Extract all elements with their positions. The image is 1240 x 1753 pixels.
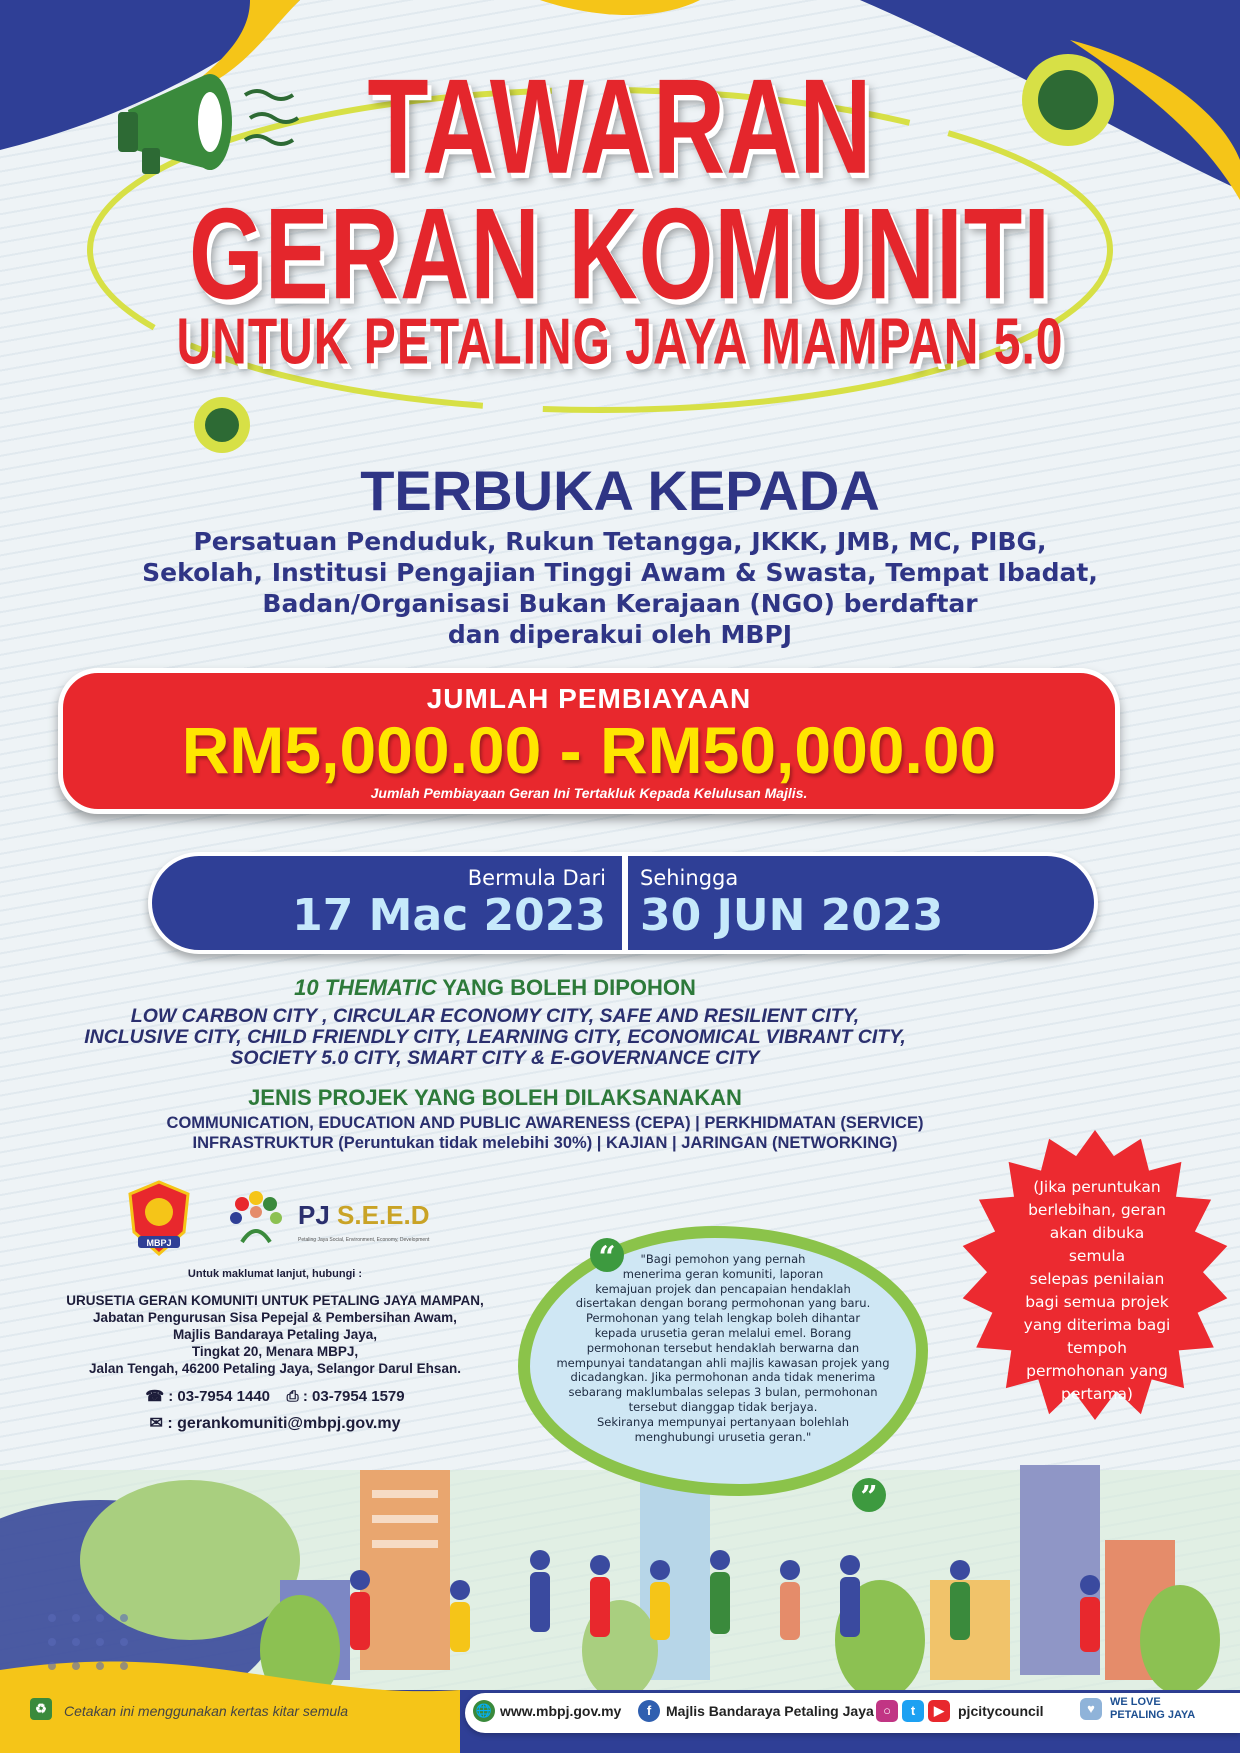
funding-label: JUMLAH PEMBIAYAAN [426,683,752,714]
email-address[interactable]: : gerankomuniti@mbpj.gov.my [167,1415,401,1432]
thematic-heading-em: 10 THEMATIC [294,975,437,1000]
we-love-pj-logo [1110,1696,1195,1722]
eligibility-line: Persatuan Penduduk, Rukun Tetangga, JKKK, JMB, MC, PIBG, [193,527,1047,556]
end-date-value: 30 JUN 2023 [640,890,944,941]
funding-box [58,668,1120,814]
seed-logo-text [298,1200,430,1231]
email-icon: ✉ [149,1415,163,1432]
start-date-block [152,856,628,950]
contact-email-row [40,1413,510,1433]
address-line: Tingkat 20, Menara MBPJ, [191,1344,359,1359]
we-love-line-2: PETALING JAYA [1110,1709,1196,1721]
fax-number: : 03-7954 1579 [302,1388,405,1405]
burst-line: akan dibuka semula [1049,1224,1145,1265]
youtube-icon[interactable]: ▶ [928,1700,950,1722]
bubble-line: sebarang maklumbalas selepas 3 bulan, permohonan [568,1385,878,1400]
thematic-line: INCLUSIVE CITY, CHILD FRIENDLY CITY, LEARNING CITY, ECONOMICAL VIBRANT CITY, [84,1026,906,1048]
bubble-line: permohonan tersebut hendaklah berwarna dan [586,1340,860,1355]
address-line: URUSETIA GERAN KOMUNITI UNTUK PETALING JAYA MAMPAN, [66,1293,484,1308]
bubble-line: disertakan dengan borang permohonan yang baru. [575,1296,871,1311]
eligibility-line: dan diperakui oleh MBPJ [447,620,793,649]
recycle-icon: ♻ [30,1698,52,1720]
address-line: Jabatan Pengurusan Sisa Pepejal & Pembersihan Awam, [93,1310,457,1325]
bubble-line: kemajuan projek dan pencapaian hendaklah [595,1281,851,1296]
headline-line-3: UNTUK PETALING JAYA MAMPAN 5.0 [176,306,1064,379]
burst-line: selepas penilaian [1029,1270,1165,1288]
bubble-line: menerima geran komuniti, laporan [622,1266,824,1281]
ring-left-inner [205,408,239,442]
burst-line: pertama) [1061,1385,1133,1403]
address-line: Jalan Tengah, 46200 Petaling Jaya, Selangor Darul Ehsan. [89,1361,461,1376]
contact-intro: Untuk maklumat lanjut, hubungi : [187,1268,363,1280]
end-date-label: Sehingga [640,866,739,890]
bubble-line: kepada urusetia geran melalui emel. Borang [594,1325,852,1340]
burst-line: (Jika peruntukan [1033,1178,1161,1196]
seed-logo-name: S.E.E.D [337,1200,430,1230]
contact-phone-row [40,1387,510,1405]
funding-note: Jumlah Pembiayaan Geran Ini Tertakluk Kepada Kelulusan Majlis. [370,785,808,801]
projects-line: INFRASTRUKTUR (Peruntukan tidak melebihi 30%) | KAJIAN | JARINGAN (NETWORKING) [192,1134,898,1152]
mbpj-logo [126,1180,192,1256]
burst-line: permohonan yang [1026,1362,1168,1380]
funding-amount: RM5,000.00 - RM50,000.00 [181,713,997,787]
phone-icon: ☎ [145,1388,165,1405]
seed-logo-subtitle: Petaling Jaya Social, Environment, Economy, Development [298,1237,430,1243]
burst-line: bagi semua projek [1025,1293,1169,1311]
projects-heading: JENIS PROJEK YANG BOLEH DILAKSANAKAN [248,1085,742,1110]
end-date-block [628,856,1094,950]
top-center-accent [540,0,700,15]
social-handle[interactable]: pjcitycouncil [958,1703,1044,1719]
bubble-line: menghubungi urusetia geran." [634,1429,812,1444]
bubble-line: Sekiranya mempunyai pertanyaan bolehlah [596,1414,850,1429]
start-date-value: 17 Mac 2023 [292,890,606,941]
seed-tree-logo [222,1190,288,1250]
burst-line: tempoh [1067,1339,1127,1357]
bubble-line: Permohonan yang telah lengkap boleh dihantar [585,1311,861,1326]
quote-open-icon: “ [590,1238,624,1272]
projects-list [0,1113,1090,1153]
twitter-icon[interactable]: t [902,1700,924,1722]
starburst-text [1022,1176,1172,1406]
bubble-line: tersebut dianggap tidak berjaya. [628,1399,818,1414]
phone-number[interactable]: : 03-7954 1440 [168,1388,270,1405]
headline-line-1: TAWARAN [367,51,873,203]
thematic-heading [0,975,990,1001]
burst-line: berlebihan, geran [1028,1201,1166,1219]
eligibility-line: Sekolah, Institusi Pengajian Tinggi Awam & Swasta, Tempat Ibadat, [142,558,1098,587]
burst-line: yang diterima bagi [1023,1316,1171,1334]
contact-block [40,1268,510,1433]
date-range-pill [148,852,1098,954]
bubble-line: "Bagi pemohon yang pernah [640,1252,806,1266]
website-link[interactable]: www.mbpj.gov.my [500,1703,622,1719]
eligibility-line: Badan/Organisasi Bukan Kerajaan (NGO) berdaftar [262,589,978,618]
bubble-line: dicadangkan. Jika permohonan anda tidak menerima [570,1370,876,1385]
projects-line: COMMUNICATION, EDUCATION AND PUBLIC AWARENESS (CEPA) | PERKHIDMATAN (SERVICE) [166,1114,924,1132]
facebook-link[interactable]: Majlis Bandaraya Petaling Jaya [666,1703,874,1719]
thematic-heading-rest: YANG BOLEH DIPOHON [436,975,696,1000]
headline-line-2: GERAN KOMUNITI [189,182,1051,327]
address-line: Majlis Bandaraya Petaling Jaya, [172,1327,378,1342]
thematic-line: SOCIETY 5.0 CITY, SMART CITY & E-GOVERNANCE CITY [230,1047,760,1069]
facebook-icon[interactable]: f [638,1700,660,1722]
recycle-note: Cetakan ini menggunakan kertas kitar semula [64,1703,349,1719]
eligibility-heading: TERBUKA KEPADA [360,459,880,522]
globe-icon: 🌐 [473,1700,495,1722]
we-love-line-1: WE LOVE [1110,1696,1161,1708]
thematic-line: LOW CARBON CITY , CIRCULAR ECONOMY CITY, SAFE AND RESILIENT CITY, [130,1005,860,1027]
thematic-list [0,1006,990,1069]
contact-address [40,1292,510,1377]
quote-close-icon: ” [852,1478,886,1512]
fax-icon: ⎙ [286,1388,299,1405]
info-bubble-text [552,1252,894,1444]
heart-shield-icon: ♥ [1080,1698,1102,1720]
instagram-icon[interactable]: ○ [876,1700,898,1722]
mbpj-logo-text: MBPJ [146,1238,172,1248]
eligibility-list [0,526,1240,650]
start-date-label: Bermula Dari [467,866,606,890]
bubble-line: mempunyai tandatangan ahli majlis kawasan projek yang [556,1355,890,1370]
seed-logo-pj: PJ [298,1200,338,1230]
